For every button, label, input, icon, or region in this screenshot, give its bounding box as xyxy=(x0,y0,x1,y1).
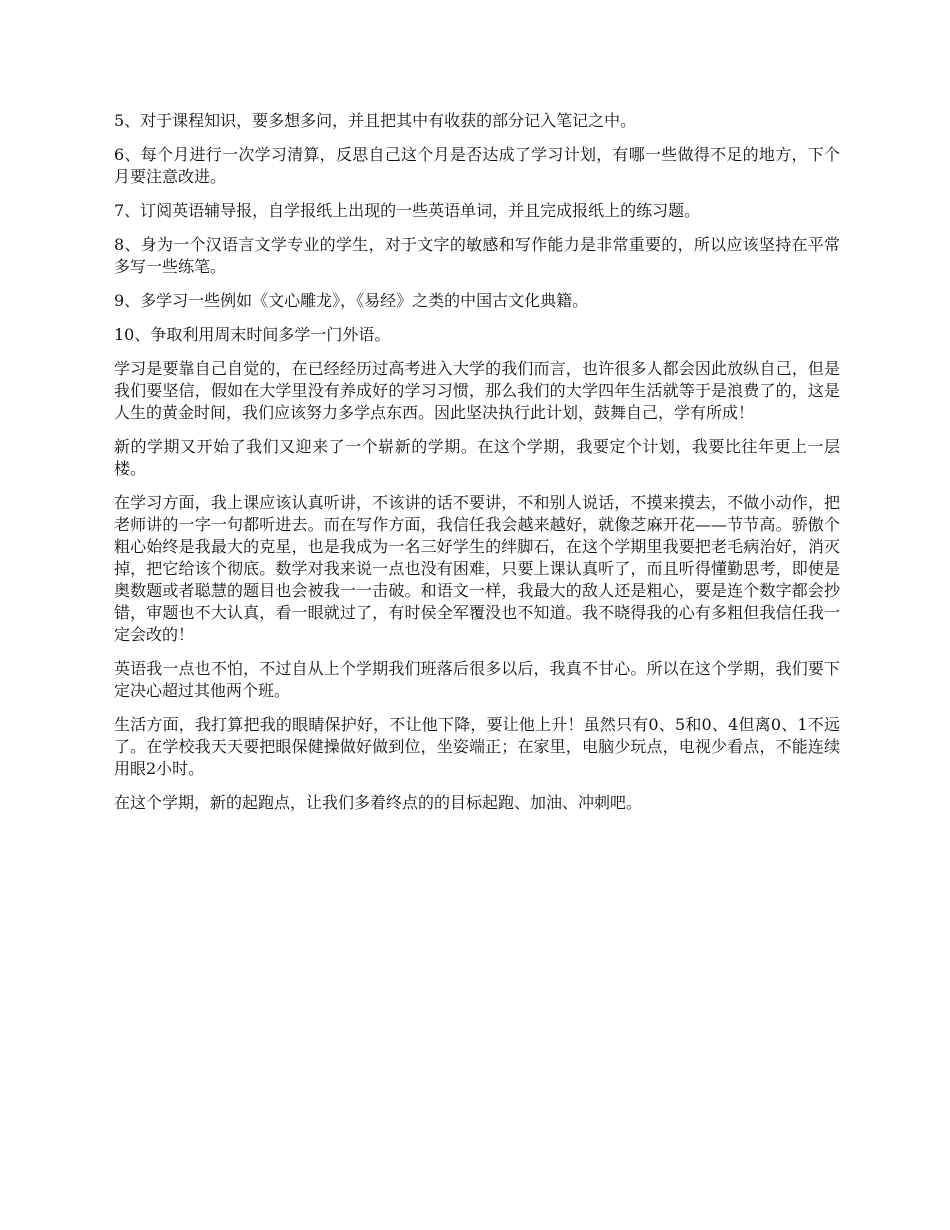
new-semester-intro-paragraph: 新的学期又开始了我们又迎来了一个崭新的学期。在这个学期，我要定个计划，我要比往年更上一层楼。 xyxy=(114,437,840,478)
life-plan-paragraph: 生活方面，我打算把我的眼睛保护好，不让他下降，要让他上升！虽然只有0、5和0、4但离0、1不远了。在学校我天天要把眼保健操做好做到位，坐姿端正；在家里，电脑少玩点，电视少看点，不能连续用眼2小时。 xyxy=(114,715,840,778)
list-item-7: 7、订阅英语辅导报，自学报纸上出现的一些英语单词，并且完成报纸上的练习题。 xyxy=(114,201,701,220)
conclusion-paragraph: 学习是要靠自己自觉的，在已经经历过高考进入大学的我们而言，也许很多人都会因此放纵自己，但是我们要坚信，假如在大学里没有养成好的学习习惯，那么我们的大学四年生活就等于是浪费了的，这是人生的黄金时间，我们应该努力多学点东西。因此坚决执行此计划，鼓舞自己，学有所成！ xyxy=(114,359,840,422)
list-item-8: 8、身为一个汉语言文学专业的学生，对于文字的敏感和写作能力是非常重要的，所以应该坚持在平常多写一些练笔。 xyxy=(114,235,840,276)
document-body xyxy=(114,110,840,826)
closing-paragraph: 在这个学期，新的起跑点，让我们多着终点的的目标起跑、加油、冲刺吧。 xyxy=(114,793,643,812)
list-item-10: 10、争取利用周末时间多学一门外语。 xyxy=(114,325,391,344)
study-plan-paragraph: 在学习方面，我上课应该认真听讲，不该讲的话不要讲，不和别人说话，不摸来摸去，不做小动作，把老师讲的一字一句都听进去。而在写作方面，我信任我会越来越好，就像芝麻开花——节节高。骄傲个粗心始终是我最大的克星，也是我成为一名三好学生的绊脚石，在这个学期里我要把老毛病治好，消灭掉，把它给该个彻底。数学对我来说一点也没有困难，只要上课认真听了，而且听得懂勤思考，即使是奥数题或者聪慧的题目也会被我一一击破。和语文一样，我最大的敌人还是粗心，要是连个数字都会抄错，审题也不大认真，看一眼就过了，有时侯全军覆没也不知道。我不晓得我的心有多粗但我信任我一定会改的！ xyxy=(114,493,840,644)
english-plan-paragraph: 英语我一点也不怕，不过自从上个学期我们班落后很多以后，我真不甘心。所以在这个学期，我们要下定决心超过其他两个班。 xyxy=(114,659,840,700)
list-item-6: 6、每个月进行一次学习清算，反思自己这个月是否达成了学习计划，有哪一些做得不足的地方，下个月要注意改进。 xyxy=(114,145,840,186)
list-item-5: 5、对于课程知识，要多想多问，并且把其中有收获的部分记入笔记之中。 xyxy=(114,111,637,130)
list-item-9: 9、多学习一些例如《文心雕龙》，《易经》之类的中国古文化典籍。 xyxy=(114,291,589,310)
